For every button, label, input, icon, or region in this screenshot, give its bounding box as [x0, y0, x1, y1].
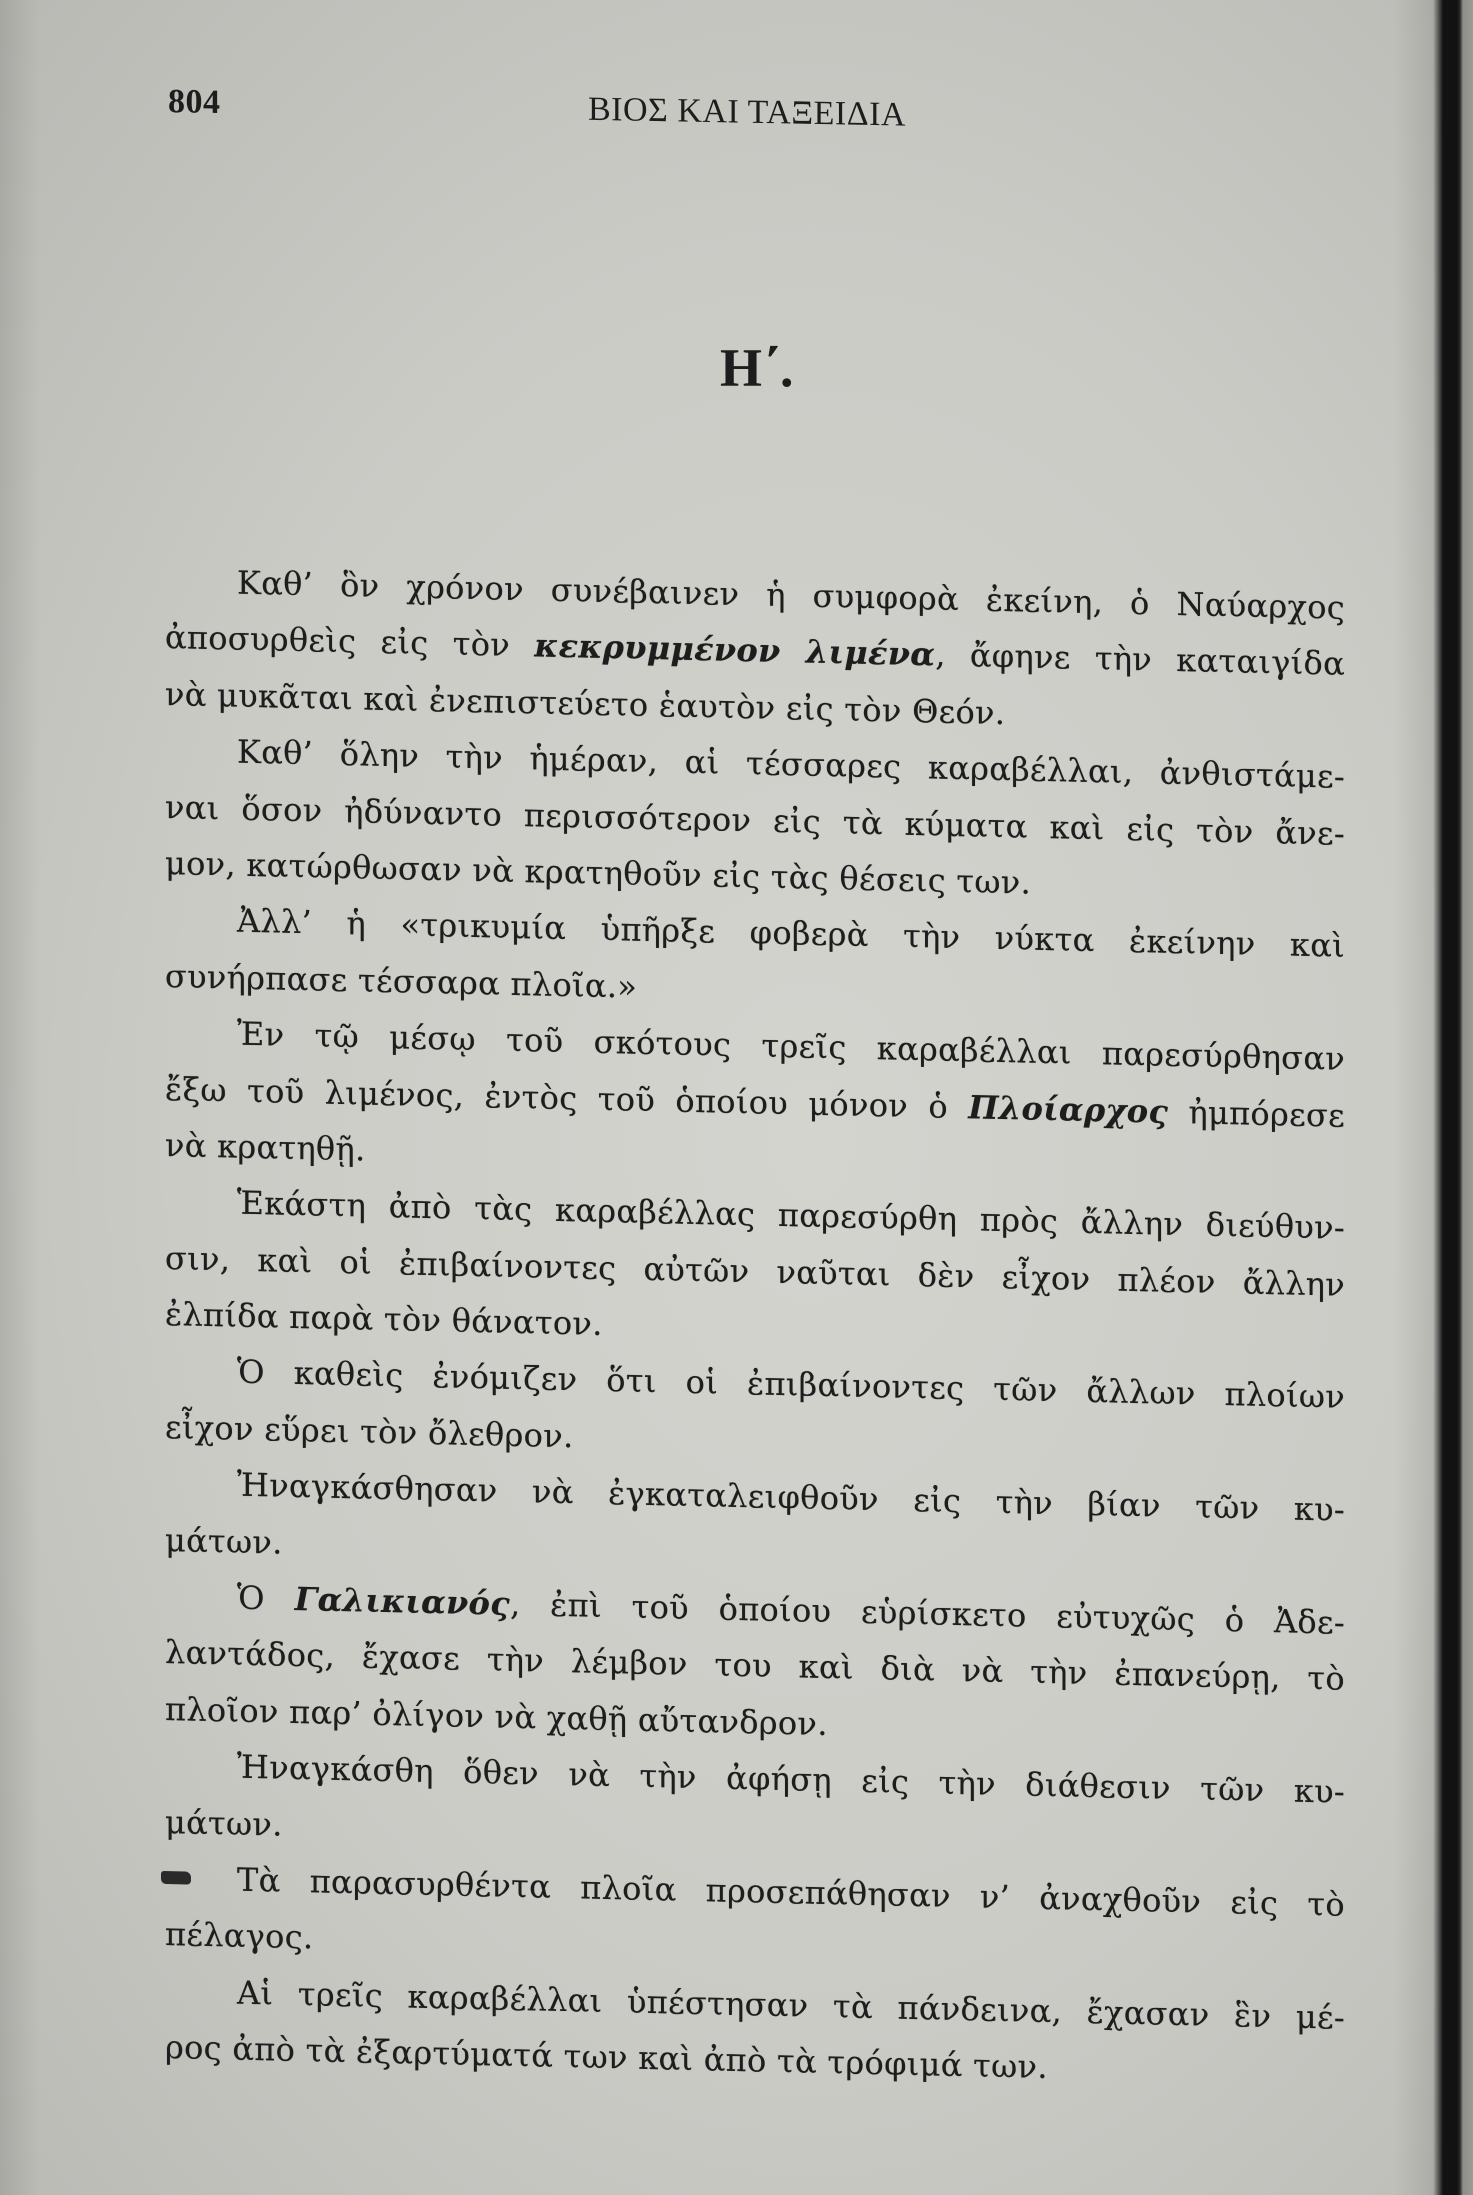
- text-segment: ἔξω τοῦ λιμένος, ἐντὸς τοῦ ὁποίου μόνον ὁ: [165, 1069, 969, 1126]
- text-segment: ρος ἀπὸ τὰ ἐξαρτύματά των καὶ ἀπὸ τὰ τρόφιμά των.: [165, 2028, 1048, 2087]
- paragraph: [165, 1568, 1345, 1764]
- text-segment: συνήρπασε τέσσαρα πλοῖα.»: [165, 956, 638, 1006]
- text-segment: μάτων.: [165, 1802, 283, 1844]
- text-segment: μον, κατώρθωσαν νὰ κρατηθοῦν εἰς τὰς θέσεις των.: [165, 843, 1032, 902]
- section-heading: Η΄.: [720, 338, 794, 398]
- text-segment: λαντάδος, ἔχασε τὴν λέμβον του καὶ διὰ νὰ τὴν ἐπανεύρῃ, τὸ: [165, 1633, 1345, 1699]
- emphasized-text: Πλοίαρχος: [968, 1087, 1169, 1131]
- text-segment: , ἐπὶ τοῦ ὁποίου εὑρίσκετο εὐτυχῶς ὁ Ἀδε-: [509, 1584, 1345, 1642]
- text-segment: πλοῖον παρ’ ὀλίγον νὰ χαθῇ αὔτανδρον.: [165, 1689, 828, 1743]
- body-text: [165, 553, 1345, 2102]
- text-segment: εἶχον εὕρει τὸν ὄλεθρον.: [165, 1407, 574, 1456]
- text-segment: νὰ κρατηθῇ.: [165, 1125, 366, 1169]
- text-segment: Τὰ παρασυρθέντα πλοῖα προσεπάθησαν ν’ ἀναχθοῦν εἰς τὸ: [237, 1860, 1345, 1924]
- ink-smudge: [161, 1871, 191, 1885]
- text-segment: , ἄφηνε τὴν καταιγίδα: [935, 635, 1346, 684]
- paragraph: [165, 722, 1345, 918]
- text-segment: Καθ’ ὃν χρόνον συνέβαινεν ἡ συμφορὰ ἐκείνη, ὁ Ναύαρχος: [237, 563, 1345, 627]
- text-segment: ἠμπόρεσε: [1168, 1092, 1346, 1135]
- text-segment: ἀποσυρθεὶς εἰς τὸν: [165, 618, 535, 665]
- text-segment: Ὁ: [237, 1578, 295, 1618]
- text-segment: Ἑκάστη ἀπὸ τὰς καραβέλλας παρεσύρθη πρὸς ἄλλην διεύθυν-: [237, 1183, 1345, 1248]
- text-segment: Ἀλλ’ ἡ «τρικυμία ὑπῆρξε φοβερὰ τὴν νύκτα ἐκείνην καὶ: [237, 901, 1345, 966]
- text-segment: μάτων.: [165, 1520, 283, 1562]
- text-segment: Ἐν τῷ μέσῳ τοῦ σκότους τρεῖς καραβέλλαι παρεσύρθησαν: [237, 1014, 1345, 1078]
- running-title: ΒΙΟΣ ΚΑΙ ΤΑΞΕΙΔΙΑ: [588, 90, 906, 134]
- text-segment: ἐλπίδα παρὰ τὸν θάνατον.: [165, 1295, 603, 1344]
- emphasized-text: Γαλικιανός: [294, 1579, 510, 1623]
- text-segment: Αἱ τρεῖς καραβέλλαι ὑπέστησαν τὰ πάνδεινα, ἔχασαν ἓν μέ-: [237, 1973, 1345, 2037]
- paragraph: [165, 1004, 1345, 1200]
- paragraph: [165, 553, 1345, 749]
- text-segment: Ὁ καθεὶς ἐνόμιζεν ὅτι οἱ ἐπιβαίνοντες τῶν ἄλλων πλοίων: [237, 1353, 1345, 1417]
- text-segment: Καθ’ ὅλην τὴν ἡμέραν, αἱ τέσσαρες καραβέλλαι, ἀνθιστάμε-: [237, 732, 1345, 796]
- text-segment: Ἠναγκάσθη ὅθεν νὰ τὴν ἀφήσῃ εἰς τὴν διάθεσιν τῶν κυ-: [237, 1747, 1345, 1811]
- running-header: [0, 0, 1473, 227]
- text-segment: πέλαγος.: [165, 1915, 314, 1957]
- text-segment: Ἠναγκάσθησαν νὰ ἐγκαταλειφθοῦν εἰς τὴν βίαν τῶν κυ-: [237, 1465, 1345, 1530]
- text-segment: νὰ μυκᾶται καὶ ἐνεπιστεύετο ἑαυτὸν εἰς τὸν Θεόν.: [165, 674, 1006, 732]
- page-edge-shadow: [1393, 0, 1473, 2195]
- text-segment: ναι ὅσον ἠδύναντο περισσότερον εἰς τὰ κύματα καὶ εἰς τὸν ἄνε-: [165, 787, 1345, 853]
- emphasized-text: κεκρυμμένον λιμένα: [534, 626, 936, 674]
- paragraph: [165, 1173, 1345, 1369]
- text-segment: σιν, καὶ οἱ ἐπιβαίνοντες αὐτῶν ναῦται δὲν εἶχον πλέον ἄλλην: [165, 1238, 1345, 1304]
- page-number: 804: [168, 83, 221, 122]
